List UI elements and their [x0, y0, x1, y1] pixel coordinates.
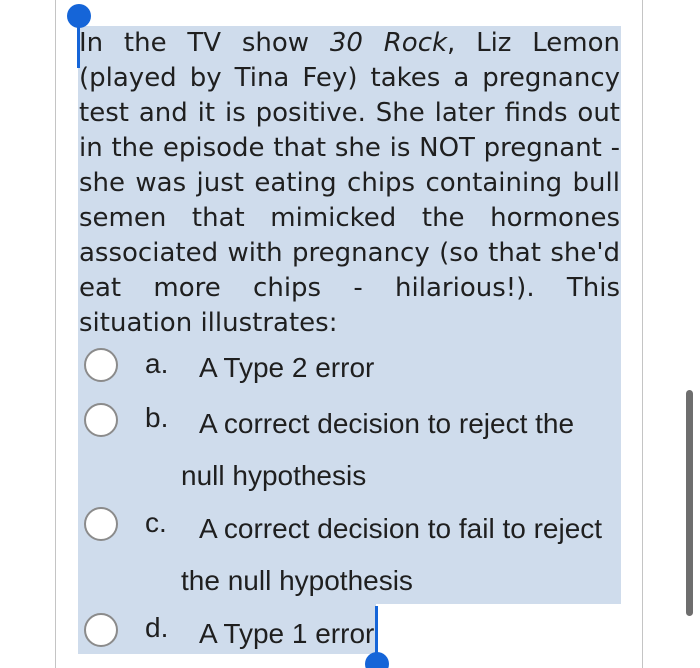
option-b-label-line2[interactable]: null hypothesis — [181, 460, 367, 491]
question-text-intro: In the TV show — [79, 28, 330, 58]
option-d-label[interactable]: A Type 1 error — [199, 618, 375, 649]
selection-end-stem — [375, 606, 378, 656]
option-a-letter: a. — [145, 348, 169, 379]
selection-end-handle[interactable] — [365, 652, 389, 668]
show-title: 30 Rock — [329, 28, 448, 58]
option-a-radio[interactable] — [84, 348, 118, 382]
content-border-left — [55, 0, 56, 668]
option-b-radio[interactable] — [84, 403, 118, 437]
option-d-letter: d. — [145, 612, 169, 643]
option-b-letter: b. — [145, 402, 169, 433]
option-c-letter: c. — [145, 507, 167, 538]
content-border-right — [642, 0, 643, 668]
question-text-body: , Liz Lemon (played by Tina Fey) takes a pregnancy test and it is positive. She later finds out in the episode that she is NOT pregnant - she was just eating chips containing bull semen that mimicked the hormones associated with pregnancy (so that she'd eat more chips - hilarious!). This situation illustrates: — [79, 28, 620, 338]
option-b-label-line1[interactable]: A correct decision to reject the — [199, 408, 575, 439]
question-text — [79, 26, 620, 341]
option-c-label-line2[interactable]: the null hypothesis — [181, 565, 413, 596]
option-a-label[interactable]: A Type 2 error — [199, 352, 375, 383]
option-c-radio[interactable] — [84, 507, 118, 541]
option-c-label-line1[interactable]: A correct decision to fail to reject — [199, 513, 603, 544]
option-d-radio[interactable] — [84, 613, 118, 647]
vertical-scrollbar[interactable] — [686, 390, 693, 616]
